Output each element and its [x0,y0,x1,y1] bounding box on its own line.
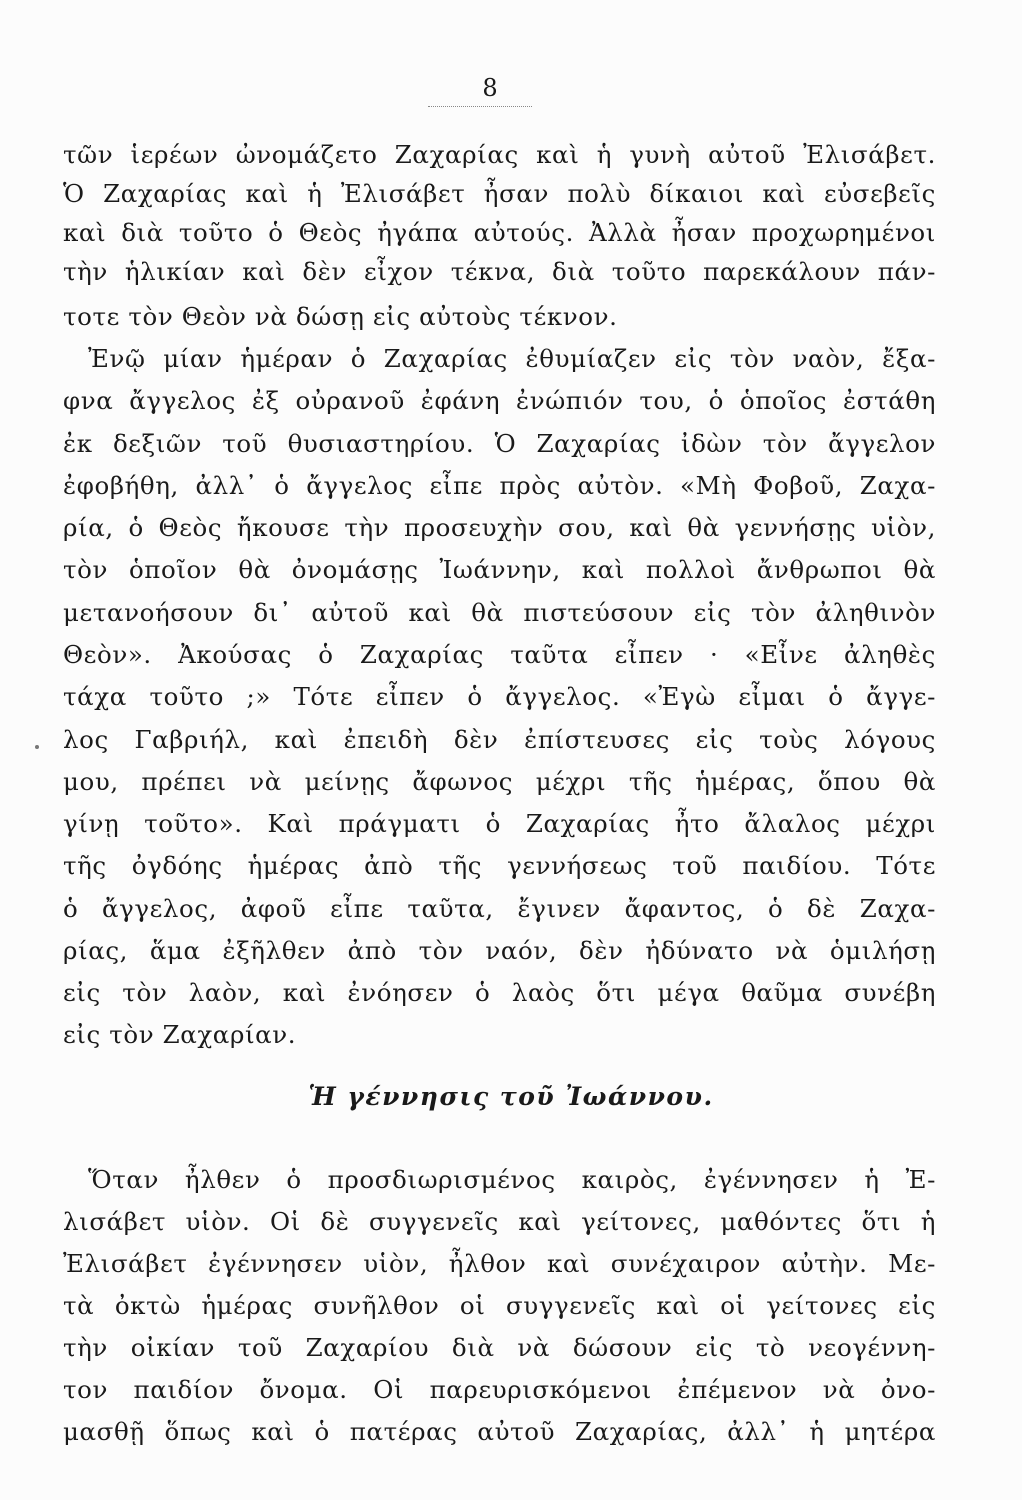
text-line: μασθῇ ὅπως καὶ ὁ πατέρας αὐτοῦ Ζαχαρίας, ἀλλ᾽ ἡ μητέρα [63,1417,936,1446]
text-line: λισάβετ υἱὸν. Οἱ δὲ συγγενεῖς καὶ γείτονες, μαθόντες ὅτι ἡ [63,1207,936,1236]
text-line: τάχα τοῦτο ;» Τότε εἶπεν ὁ ἄγγελος. «Ἐγὼ εἶμαι ὁ ἄγγε- [63,682,936,711]
text-line: καὶ διὰ τοῦτο ὁ Θεὸς ἠγάπα αὐτούς. Ἀλλὰ ἦσαν προχωρημένοι [63,218,936,247]
text-line: τὴν ἡλικίαν καὶ δὲν εἶχον τέκνα, διὰ τοῦτο παρεκάλουν πάν- [63,257,936,286]
text-line: Ὁ Ζαχαρίας καὶ ἡ Ἐλισάβετ ἦσαν πολὺ δίκαιοι καὶ εὐσεβεῖς [63,179,936,208]
text-line: τὰ ὀκτὼ ἡμέρας συνῆλθον οἱ συγγενεῖς καὶ οἱ γείτονες εἰς [63,1291,936,1320]
paper-speck [35,745,39,749]
text-line: ἐκ δεξιῶν τοῦ θυσιαστηρίου. Ὁ Ζαχαρίας ἰδὼν τὸν ἄγγελον [63,429,936,458]
text-line: Ὅταν ἦλθεν ὁ προσδιωρισμένος καιρὸς, ἐγέννησεν ἡ Ἐ- [88,1165,936,1194]
text-line: τοτε τὸν Θεὸν νὰ δώσῃ εἰς αὐτοὺς τέκνον. [63,302,618,331]
text-line: εἰς τὸν λαὸν, καὶ ἐνόησεν ὁ λαὸς ὅτι μέγα θαῦμα συνέβη [63,978,936,1007]
section-heading: Ἡ γέννησις τοῦ Ἰωάννου. [308,1082,714,1111]
page-number: 8 [482,74,498,102]
text-line: ἐφοβήθη, ἀλλ᾽ ὁ ἄγγελος εἶπε πρὸς αὐτὸν. «Μὴ Φοβοῦ, Ζαχα- [63,471,936,500]
text-line: Θεὸν». Ἀκούσας ὁ Ζαχαρίας ταῦτα εἶπεν · «Εἶνε ἀληθὲς [63,640,936,669]
text-line: τῆς ὀγδόης ἡμέρας ἀπὸ τῆς γεννήσεως τοῦ παιδίου. Τότε [63,851,936,880]
page-number-rule [428,106,532,108]
text-line: Ἐνῷ μίαν ἡμέραν ὁ Ζαχαρίας ἐθυμίαζεν εἰς τὸν ναὸν, ἔξα- [88,344,936,373]
text-line: ρία, ὁ Θεὸς ἤκουσε τὴν προσευχὴν σου, καὶ θὰ γεννήσῃς υἱὸν, [63,513,936,542]
text-line: τον παιδίον ὄνομα. Οἱ παρευρισκόμενοι ἐπέμενον νὰ ὀνο- [63,1375,936,1404]
text-line: Ἐλισάβετ ἐγέννησεν υἱὸν, ἦλθον καὶ συνέχαιρον αὐτὴν. Με- [63,1249,936,1278]
text-line: τὸν ὁποῖον θὰ ὀνομάσῃς Ἰωάννην, καὶ πολλοὶ ἄνθρωποι θὰ [63,555,936,584]
text-line: λος Γαβριήλ, καὶ ἐπειδὴ δὲν ἐπίστευσες εἰς τοὺς λόγους [63,725,936,754]
text-line: εἰς τὸν Ζαχαρίαν. [63,1020,297,1049]
text-line: μου, πρέπει νὰ μείνῃς ἄφωνος μέχρι τῆς ἡμέρας, ὅπου θὰ [63,767,936,796]
text-line: γίνῃ τοῦτο». Καὶ πράγματι ὁ Ζαχαρίας ἦτο ἄλαλος μέχρι [63,809,936,838]
text-line: ὁ ἄγγελος, ἀφοῦ εἶπε ταῦτα, ἔγινεν ἄφαντος, ὁ δὲ Ζαχα- [63,894,936,923]
text-line: τὴν οἰκίαν τοῦ Ζαχαρίου διὰ νὰ δώσουν εἰς τὸ νεογέννη- [63,1333,936,1362]
text-line: μετανοήσουν δι᾽ αὐτοῦ καὶ θὰ πιστεύσουν εἰς τὸν ἀληθινὸν [63,598,936,627]
text-line: φνα ἄγγελος ἐξ οὐρανοῦ ἐφάνη ἐνώπιόν του, ὁ ὁποῖος ἐστάθη [63,386,936,415]
text-line: ρίας, ἅμα ἐξῆλθεν ἀπὸ τὸν ναόν, δὲν ἠδύνατο νὰ ὁμιλήσῃ [63,936,936,965]
text-line: τῶν ἱερέων ὠνομάζετο Ζαχαρίας καὶ ἡ γυνὴ αὐτοῦ Ἐλισάβετ. [63,140,936,169]
